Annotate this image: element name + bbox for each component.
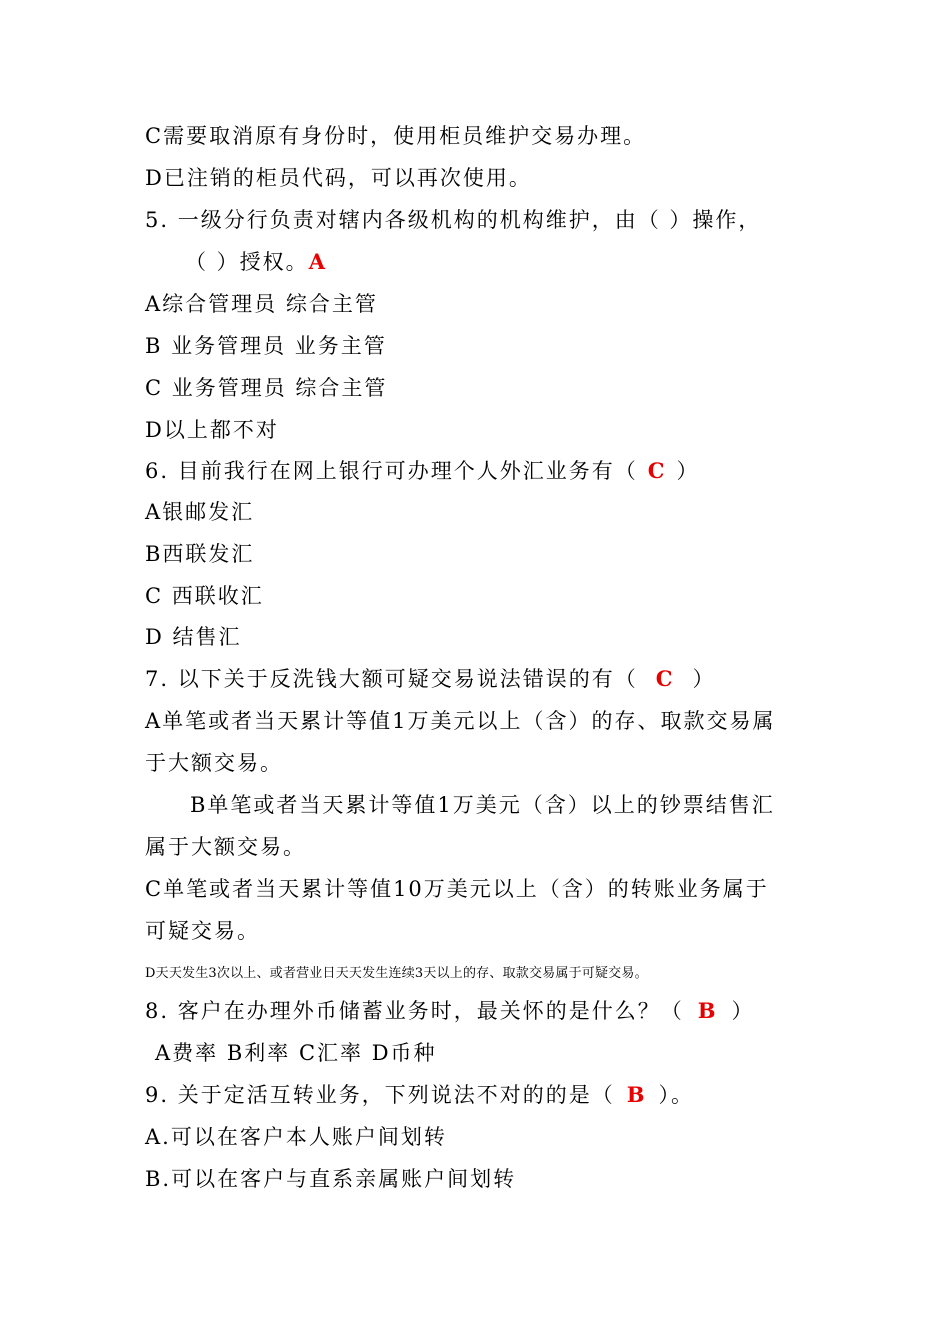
option-c-q7-cont: 可疑交易。 xyxy=(145,919,260,943)
answer-mark: B xyxy=(697,998,718,1023)
answer-mark: C xyxy=(647,458,667,483)
option-a-q9: A.可以在客户本人账户间划转 xyxy=(145,1125,447,1149)
answer-mark: B xyxy=(626,1082,647,1107)
option-b-q6: B西联发汇 xyxy=(145,542,255,566)
option-c-q4: C需要取消原有身份时，使用柜员维护交易办理。 xyxy=(145,124,647,148)
option-a-q7: A单笔或者当天累计等值1万美元以上（含）的存、取款交易属 xyxy=(145,709,776,733)
question-8: 8. 客户在办理外币储蓄业务时，最关怀的是什么？（ B ） xyxy=(145,998,755,1023)
option-a-q7-cont: 于大额交易。 xyxy=(145,751,283,775)
answer-mark: A xyxy=(308,249,327,274)
option-a-q6: A银邮发汇 xyxy=(145,500,255,524)
question-5: 5. 一级分行负责对辖内各级机构的机构维护，由（ ）操作， xyxy=(145,208,762,232)
answer-mark: C xyxy=(655,666,675,691)
option-b-q7: B单笔或者当天累计等值1万美元（含）以上的钞票结售汇 xyxy=(190,793,775,817)
option-d-q6: D 结售汇 xyxy=(145,625,242,649)
question-7: 7. 以下关于反洗钱大额可疑交易说法错误的有（ C ） xyxy=(145,666,716,691)
question-5-cont: （ ）授权。A xyxy=(185,249,327,274)
option-c-q6: C 西联收汇 xyxy=(145,584,264,608)
option-c-q5: C 业务管理员 综合主管 xyxy=(145,376,388,400)
option-d-q5: D以上都不对 xyxy=(145,418,279,442)
option-d-q4: D已注销的柜员代码，可以再次使用。 xyxy=(145,166,532,190)
question-6: 6. 目前我行在网上银行可办理个人外汇业务有（ C ） xyxy=(145,458,700,483)
option-b-q9: B.可以在客户与直系亲属账户间划转 xyxy=(145,1167,517,1191)
question-9: 9. 关于定活互转业务，下列说法不对的的是（ B ）。 xyxy=(145,1082,694,1107)
options-q8: A费率 B利率 C汇率 D币种 xyxy=(155,1041,437,1065)
option-a-q5: A综合管理员 综合主管 xyxy=(145,292,378,316)
option-d-q7: D天天发生3次以上、或者营业日天天发生连续3天以上的存、取款交易属于可疑交易。 xyxy=(145,966,648,981)
option-c-q7: C单笔或者当天累计等值10万美元以上（含）的转账业务属于 xyxy=(145,877,769,901)
option-b-q7-cont: 属于大额交易。 xyxy=(145,835,306,859)
option-b-q5: B 业务管理员 业务主管 xyxy=(145,334,387,358)
